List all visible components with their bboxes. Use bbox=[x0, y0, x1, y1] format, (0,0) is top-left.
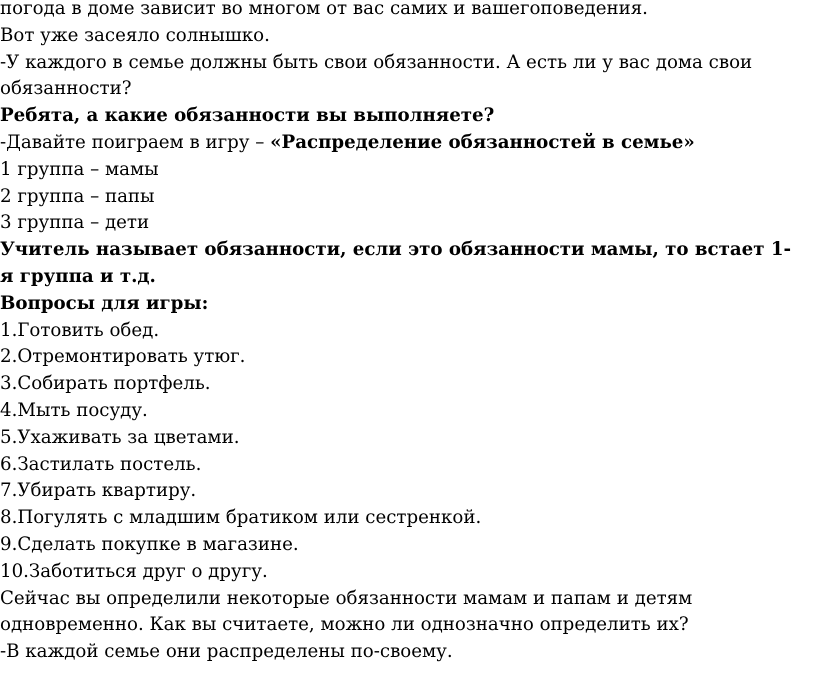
question-item: 7.Убирать квартиру. bbox=[0, 480, 197, 502]
question-item: 6.Застилать постель. bbox=[0, 453, 202, 475]
paragraph-duties-line-1: -У каждого в семье должны быть свои обязанности. А есть ли у вас дома свои bbox=[0, 51, 753, 73]
paragraph-sunshine: Вот уже засеяло солнышко. bbox=[0, 24, 270, 46]
paragraph-game-intro bbox=[0, 130, 816, 157]
group-item: 3 группа – дети bbox=[0, 212, 150, 234]
question-kids-duties: Ребята, а какие обязанности вы выполняете? bbox=[0, 105, 495, 127]
question-item: 1.Готовить обед. bbox=[0, 319, 160, 341]
question-item: 9.Сделать покупке в магазине. bbox=[0, 533, 299, 555]
question-item: 4.Мыть посуду. bbox=[0, 399, 148, 421]
teacher-instruction-line-2: я группа и т.д. bbox=[0, 265, 156, 287]
paragraph-weather: погода в доме зависит во многом от вас самих и вашегоповедения. bbox=[0, 0, 648, 19]
question-item: 2.Отремонтировать утюг. bbox=[0, 346, 246, 368]
game-title: «Распределение обязанностей в семье» bbox=[270, 131, 695, 153]
question-item: 10.Заботиться друг о другу. bbox=[0, 560, 268, 582]
paragraph-conclusion-line-2: одновременно. Как вы считаете, можно ли однозначно определить их? bbox=[0, 614, 689, 636]
questions-heading: Вопросы для игры: bbox=[0, 292, 209, 314]
paragraph-each-family: -В каждой семье они распределены по-своему. bbox=[0, 641, 453, 663]
question-item: 8.Погулять с младшим братиком или сестренкой. bbox=[0, 507, 482, 529]
paragraph-duties-line-2: обязанности? bbox=[0, 78, 132, 100]
group-item: 1 группа – мамы bbox=[0, 158, 159, 180]
game-intro-text: -Давайте поиграем в игру – bbox=[0, 131, 271, 153]
question-item: 3.Собирать портфель. bbox=[0, 373, 211, 395]
paragraph-conclusion-line-1: Сейчас вы определили некоторые обязанности мамам и папам и детям bbox=[0, 587, 693, 609]
teacher-instruction-line-1: Учитель называет обязанности, если это обязанности мамы, то встает 1- bbox=[0, 239, 792, 261]
group-item: 2 группа – папы bbox=[0, 185, 155, 207]
question-item: 5.Ухаживать за цветами. bbox=[0, 426, 240, 448]
